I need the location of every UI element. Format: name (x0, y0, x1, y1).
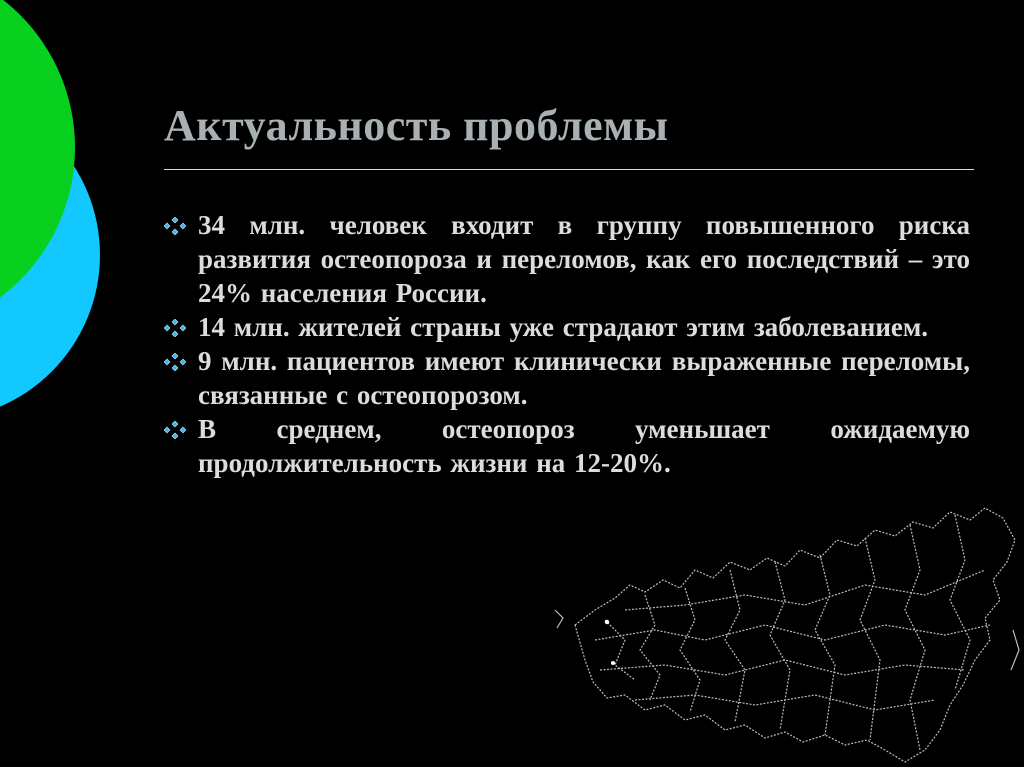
russia-map-outline (545, 500, 1024, 767)
bullet-text: 9 млн. пациентов имеют клинически выраженные переломы, связанные с остеопорозом. (198, 346, 970, 410)
bullet-text: В среднем, остеопороз уменьшает ожидаемую продолжительность жизни на 12-20%. (198, 414, 970, 478)
diamond-bullet-icon (162, 412, 198, 446)
title-divider (164, 169, 974, 170)
slide-title: Актуальность проблемы (164, 101, 669, 150)
bullet-text: 34 млн. человек входит в группу повышенного риска развития остеопороза и переломов, как его последствий – это 24% населения России. (198, 210, 970, 308)
diamond-bullet-icon (162, 310, 198, 344)
bullet-item (162, 310, 970, 344)
diamond-bullet-icon (162, 208, 198, 242)
bullet-item (162, 412, 970, 480)
bullet-item (162, 344, 970, 412)
bullet-text: 14 млн. жителей страны уже страдают этим заболеванием. (198, 312, 929, 342)
bullet-list (162, 208, 970, 480)
bullet-item (162, 208, 970, 310)
diamond-bullet-icon (162, 344, 198, 378)
